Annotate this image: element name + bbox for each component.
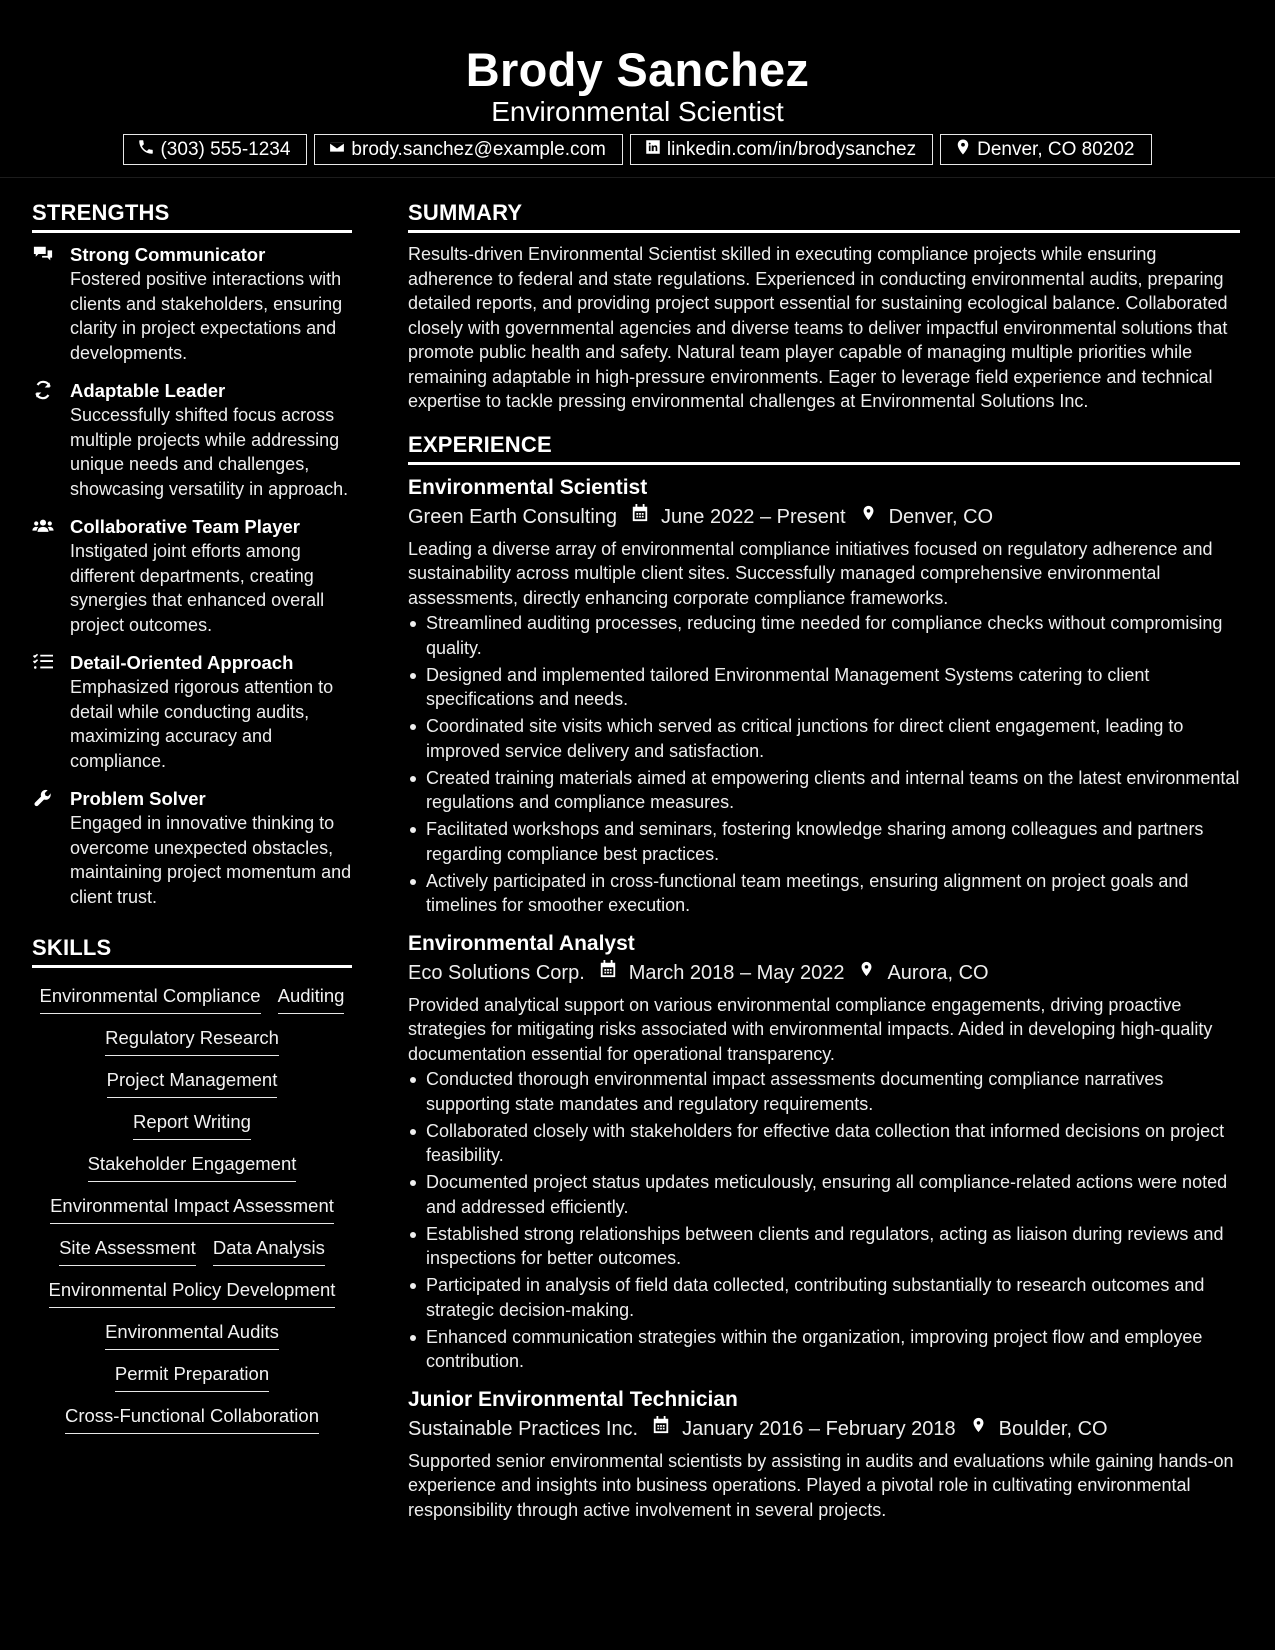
skill-tag: Environmental Audits: [105, 1319, 279, 1350]
experience-heading: EXPERIENCE: [408, 430, 1240, 465]
job-title: Junior Environmental Technician: [408, 1387, 738, 1411]
job-location: Denver, CO: [888, 505, 994, 528]
job-title: Environmental Scientist: [408, 475, 648, 499]
calendar-icon: [638, 1414, 682, 1444]
strength-desc: Emphasized rigorous attention to detail while conducting audits, maximizing accuracy and compliance.: [70, 677, 334, 771]
checklist-icon: [32, 650, 70, 773]
calendar-icon: [585, 958, 629, 988]
contact-location[interactable]: [940, 134, 1151, 165]
strength-name: Strong Communicator: [70, 244, 266, 265]
bullet-item: Documented project status updates meticulously, ensuring all compliance-related actions were noted and addressed efficiently.: [408, 1170, 1240, 1219]
linkedin-icon: [644, 138, 667, 162]
job-title: Environmental Analyst: [408, 931, 635, 955]
strength-name: Adaptable Leader: [70, 380, 226, 401]
skill-tag: Environmental Policy Development: [49, 1277, 336, 1308]
right-column: [408, 198, 1240, 1534]
job-entry: [408, 930, 1240, 1374]
strength-desc: Instigated joint efforts among different departments, creating synergies that enhanced overall project outcomes.: [70, 541, 325, 635]
contact-linkedin[interactable]: [630, 134, 933, 165]
job-meta: [408, 1414, 1240, 1444]
bullet-item: Collaborated closely with stakeholders for effective data collection that informed decisions on project feasibility.: [408, 1119, 1240, 1168]
job-description: Supported senior environmental scientists by assisting in audits and evaluations while gaining hands-on experience and insights into business operations. Played a pivotal role in cultivating environmental responsibility through active involvement in several projects.: [408, 1450, 1234, 1520]
summary-text: Results-driven Environmental Scientist skilled in executing compliance projects while ensuring adherence to federal and state regulations. Experienced in conducting environmental audits, preparing detailed reports, and providing project support essential for sustaining ecological balance. Collaborated closely with governmental agencies and diverse teams to deliver impactful environmental solutions that promote public health and safety. Natural team player capable of managing multiple priorities while remaining adaptable in high-pressure environments. Eager to leverage field experience and technical expertise to tackle pressing environmental challenges at Environmental Solutions Inc.: [408, 244, 1228, 411]
bullet-item: Participated in analysis of field data collected, contributing substantially to research outcomes and strategic decision-making.: [408, 1273, 1240, 1322]
contact-linkedin-text: linkedin.com/in/brodysanchez: [666, 138, 917, 160]
candidate-title: Environmental Scientist: [491, 96, 784, 127]
skill-tag: Permit Preparation: [115, 1361, 269, 1392]
strength-item: [32, 378, 352, 501]
strength-desc: Engaged in innovative thinking to overcome unexpected obstacles, maintaining project momentum and client trust.: [70, 813, 352, 907]
company-name: Green Earth Consulting: [408, 505, 618, 528]
skill-tag: Data Analysis: [213, 1235, 325, 1266]
map-pin-icon: [844, 958, 887, 988]
contact-phone-text: (303) 555-1234: [160, 138, 291, 160]
contact-email[interactable]: [314, 134, 622, 165]
skill-tag: Report Writing: [133, 1109, 251, 1140]
contact-phone[interactable]: [123, 134, 307, 165]
job-entry: [408, 474, 1240, 918]
bullet-item: Established strong relationships between clients and regulators, acting as liaison during reviews and inspections for better outcomes.: [408, 1222, 1240, 1271]
bullet-item: Streamlined auditing processes, reducing time needed for compliance checks without compromising quality.: [408, 611, 1240, 660]
bullet-item: Conducted thorough environmental impact assessments documenting compliance narratives supporting state mandates and regulatory requirements.: [408, 1067, 1240, 1116]
contact-location-text: Denver, CO 80202: [977, 138, 1135, 160]
skill-tag: Environmental Compliance: [40, 983, 261, 1014]
strength-name: Collaborative Team Player: [70, 516, 300, 537]
map-pin-icon: [954, 138, 977, 162]
left-column: [32, 198, 352, 1434]
strength-item: [32, 514, 352, 637]
strength-item: [32, 242, 352, 365]
bullet-item: Coordinated site visits which served as critical junctions for direct client engagement, leading to improved service delivery and satisfaction.: [408, 714, 1240, 763]
skill-tag: Regulatory Research: [105, 1025, 279, 1056]
skill-tag: Stakeholder Engagement: [88, 1151, 297, 1182]
skill-tag: Cross-Functional Collaboration: [65, 1403, 319, 1434]
skill-tag: Environmental Impact Assessment: [50, 1193, 334, 1224]
job-bullets: [408, 1067, 1240, 1374]
contact-email-text: brody.sanchez@example.com: [351, 138, 606, 160]
skill-tag: Project Management: [107, 1067, 278, 1098]
bullet-item: Enhanced communication strategies within the organization, improving project flow and employee contribution.: [408, 1325, 1240, 1374]
strength-item: [32, 650, 352, 773]
skill-tag: Site Assessment: [59, 1235, 196, 1266]
contact-bar: [0, 134, 1275, 165]
job-dates: January 2016 – February 2018: [682, 1417, 956, 1440]
candidate-name: Brody Sanchez: [465, 43, 810, 96]
map-pin-icon: [956, 1414, 999, 1444]
envelope-icon: [328, 138, 351, 162]
wrench-icon: [32, 786, 70, 909]
job-location: Aurora, CO: [887, 961, 989, 984]
strength-name: Detail-Oriented Approach: [70, 652, 294, 673]
skills-list: [32, 983, 352, 1434]
strength-name: Problem Solver: [70, 788, 206, 809]
company-name: Eco Solutions Corp.: [408, 961, 585, 984]
strength-desc: Fostered positive interactions with clients and stakeholders, ensuring clarity in project expectations and developments.: [70, 269, 343, 363]
strength-desc: Successfully shifted focus across multiple projects while addressing unique needs and challenges, showcasing versatility in approach.: [70, 405, 349, 499]
job-bullets: [408, 611, 1240, 918]
skills-heading: SKILLS: [32, 933, 352, 968]
job-location: Boulder, CO: [998, 1417, 1108, 1440]
bullet-item: Actively participated in cross-functional team meetings, ensuring alignment on project goals and timelines for smoother execution.: [408, 869, 1240, 918]
sync-icon: [32, 378, 70, 501]
calendar-icon: [617, 502, 661, 532]
job-dates: June 2022 – Present: [661, 505, 846, 528]
summary-heading: SUMMARY: [408, 198, 1240, 233]
map-pin-icon: [846, 502, 889, 532]
bullet-item: Facilitated workshops and seminars, fostering knowledge sharing among colleagues and partners regarding compliance best practices.: [408, 817, 1240, 866]
company-name: Sustainable Practices Inc.: [408, 1417, 639, 1440]
strengths-heading: STRENGTHS: [32, 198, 352, 233]
bullet-item: Designed and implemented tailored Environmental Management Systems catering to client specifications and needs.: [408, 663, 1240, 712]
job-meta: [408, 958, 1240, 988]
users-icon: [32, 514, 70, 637]
job-description: Provided analytical support on various environmental compliance engagements, driving proactive strategies for mitigating risks associated with environmental impacts. Aided in developing high-quality documentation essential for operational transparency.: [408, 994, 1213, 1064]
bullet-item: Created training materials aimed at empowering clients and internal teams on the latest environmental regulations and compliance measures.: [408, 766, 1240, 815]
job-description: Leading a diverse array of environmental compliance initiatives focused on regulatory adherence and sustainability across multiple client sites. Successfully managed comprehensive environmental assessments, directly enhancing corporate compliance frameworks.: [408, 538, 1213, 608]
skill-tag: Auditing: [278, 983, 345, 1014]
resume-header: [0, 0, 1275, 178]
job-dates: March 2018 – May 2022: [628, 961, 845, 984]
strength-item: [32, 786, 352, 909]
job-entry: [408, 1386, 1240, 1523]
comments-icon: [32, 242, 70, 365]
phone-icon: [137, 138, 160, 162]
job-meta: [408, 502, 1240, 532]
